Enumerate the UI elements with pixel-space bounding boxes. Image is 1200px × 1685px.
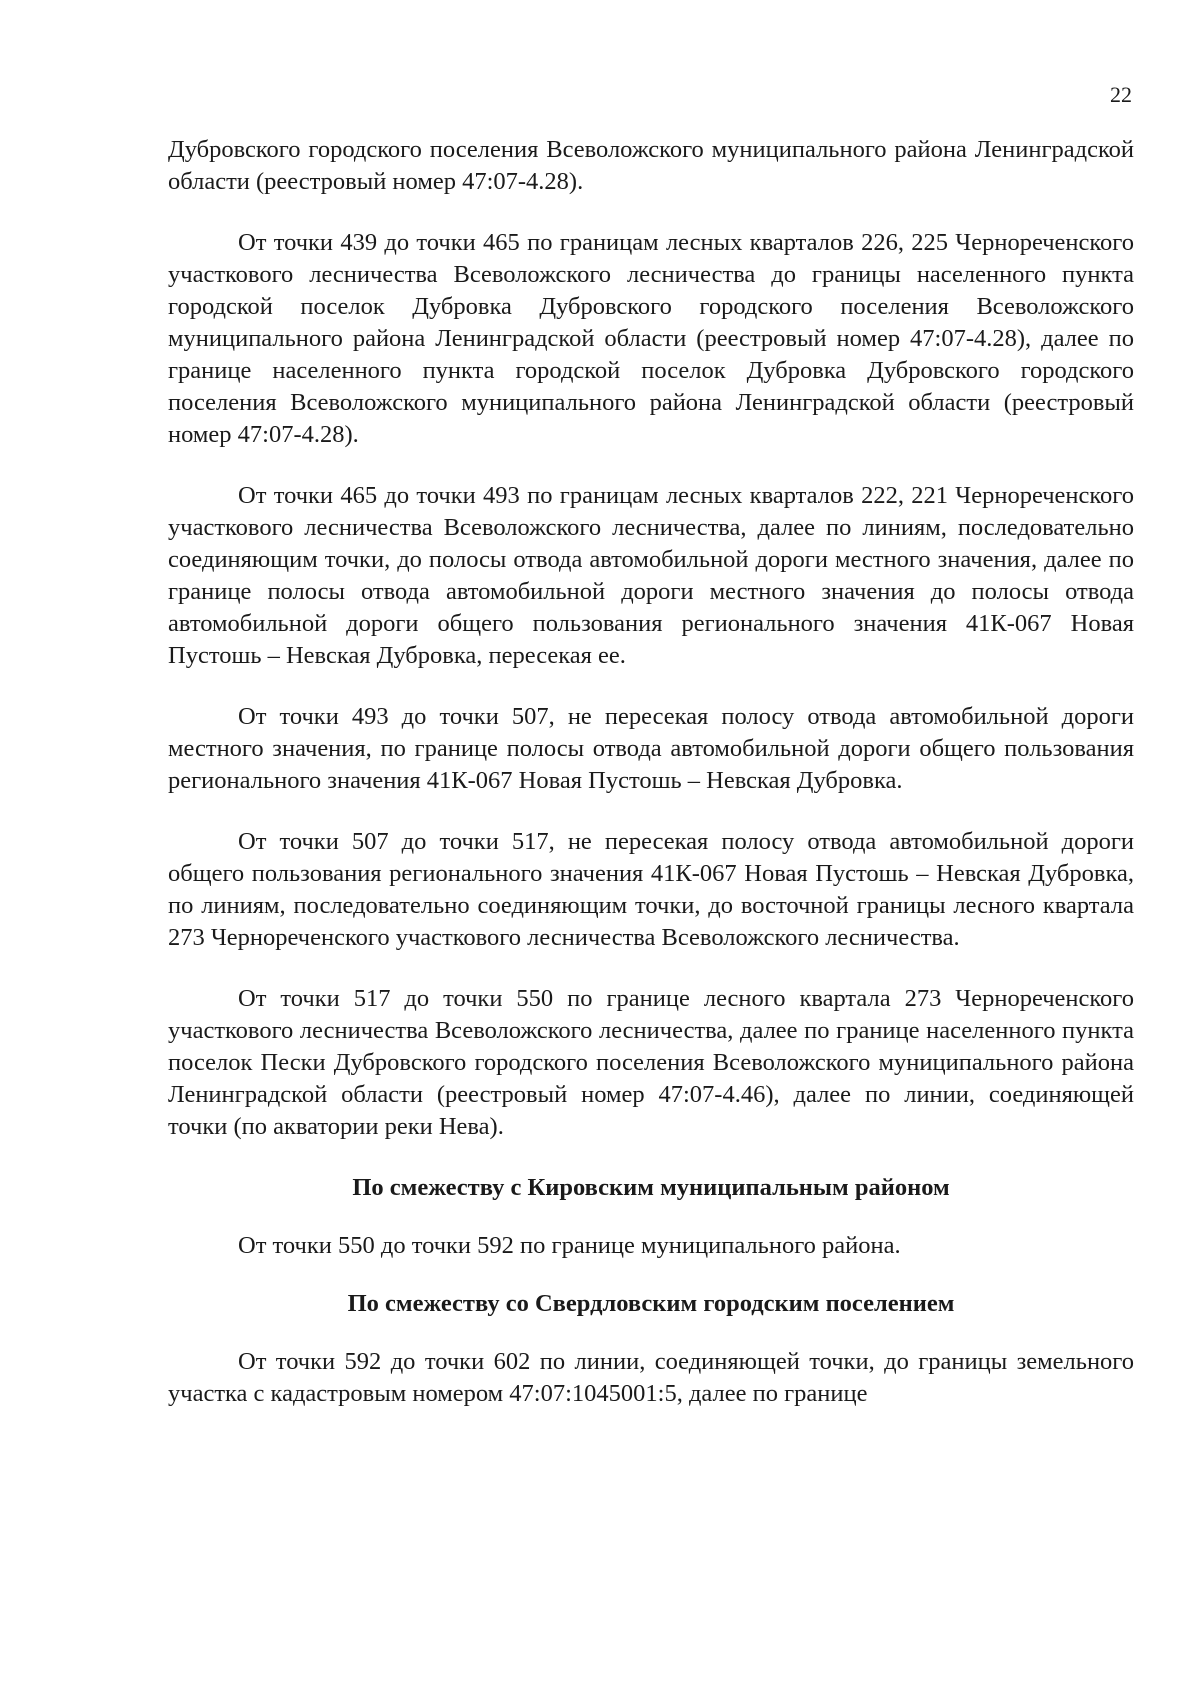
paragraph-points-507-517: От точки 507 до точки 517, не пересекая полосу отвода автомобильной дороги общего пользования регионального значения 41К-067 Новая Пустошь – Невская Дубровка, по линиям, последовательно соединяющим точки, до восточной границы лесного квартала 273 Чернореченского участкового лесничества Всеволожского лесничества. xyxy=(168,828,1134,951)
document-body xyxy=(168,134,1134,1410)
paragraph-points-517-550: От точки 517 до точки 550 по границе лесного квартала 273 Чернореченского участкового лесничества Всеволожского лесничества, далее по границе населенного пункта поселок Пески Дубровского городского поселения Всеволожского муниципального района Ленинградской области (реестровый номер 47:07-4.46), далее по линии, соединяющей точки (по акватории реки Нева). xyxy=(168,985,1134,1140)
paragraph-continuation: Дубровского городского поселения Всеволожского муниципального района Ленинградской области (реестровый номер 47:07-4.28). xyxy=(168,136,1134,195)
section-heading-sverdlovsky: По смежеству со Свердловским городским поселением xyxy=(347,1290,955,1317)
page-number: 22 xyxy=(1110,82,1132,107)
paragraph-points-465-493: От точки 465 до точки 493 по границам лесных кварталов 222, 221 Чернореченского участкового лесничества Всеволожского лесничества, далее по линиям, последовательно соединяющим точки, до полосы отвода автомобильной дороги местного значения, далее по границе полосы отвода автомобильной дороги местного значения до полосы отвода автомобильной дороги общего пользования регионального значения 41К-067 Новая Пустошь – Невская Дубровка, пересекая ее. xyxy=(168,482,1134,669)
paragraph-points-439-465: От точки 439 до точки 465 по границам лесных кварталов 226, 225 Чернореченского участкового лесничества Всеволожского лесничества до границы населенного пункта городской поселок Дубровка Дубровского городского поселения Всеволожского муниципального района Ленинградской области (реестровый номер 47:07-4.28), далее по границе населенного пункта городской поселок Дубровка Дубровского городского поселения Всеволожского муниципального района Ленинградской области (реестровый номер 47:07-4.28). xyxy=(168,229,1134,448)
section-text-sverdlovsky: От точки 592 до точки 602 по линии, соединяющей точки, до границы земельного участка с кадастровым номером 47:07:1045001:5, далее по границе xyxy=(168,1348,1134,1407)
section-heading-kirovsky: По смежеству с Кировским муниципальным районом xyxy=(352,1174,950,1201)
paragraph-points-493-507: От точки 493 до точки 507, не пересекая полосу отвода автомобильной дороги местного значения, по границе полосы отвода автомобильной дороги общего пользования регионального значения 41К-067 Новая Пустошь – Невская Дубровка. xyxy=(168,703,1134,794)
section-text-kirovsky: От точки 550 до точки 592 по границе муниципального района. xyxy=(238,1232,901,1259)
